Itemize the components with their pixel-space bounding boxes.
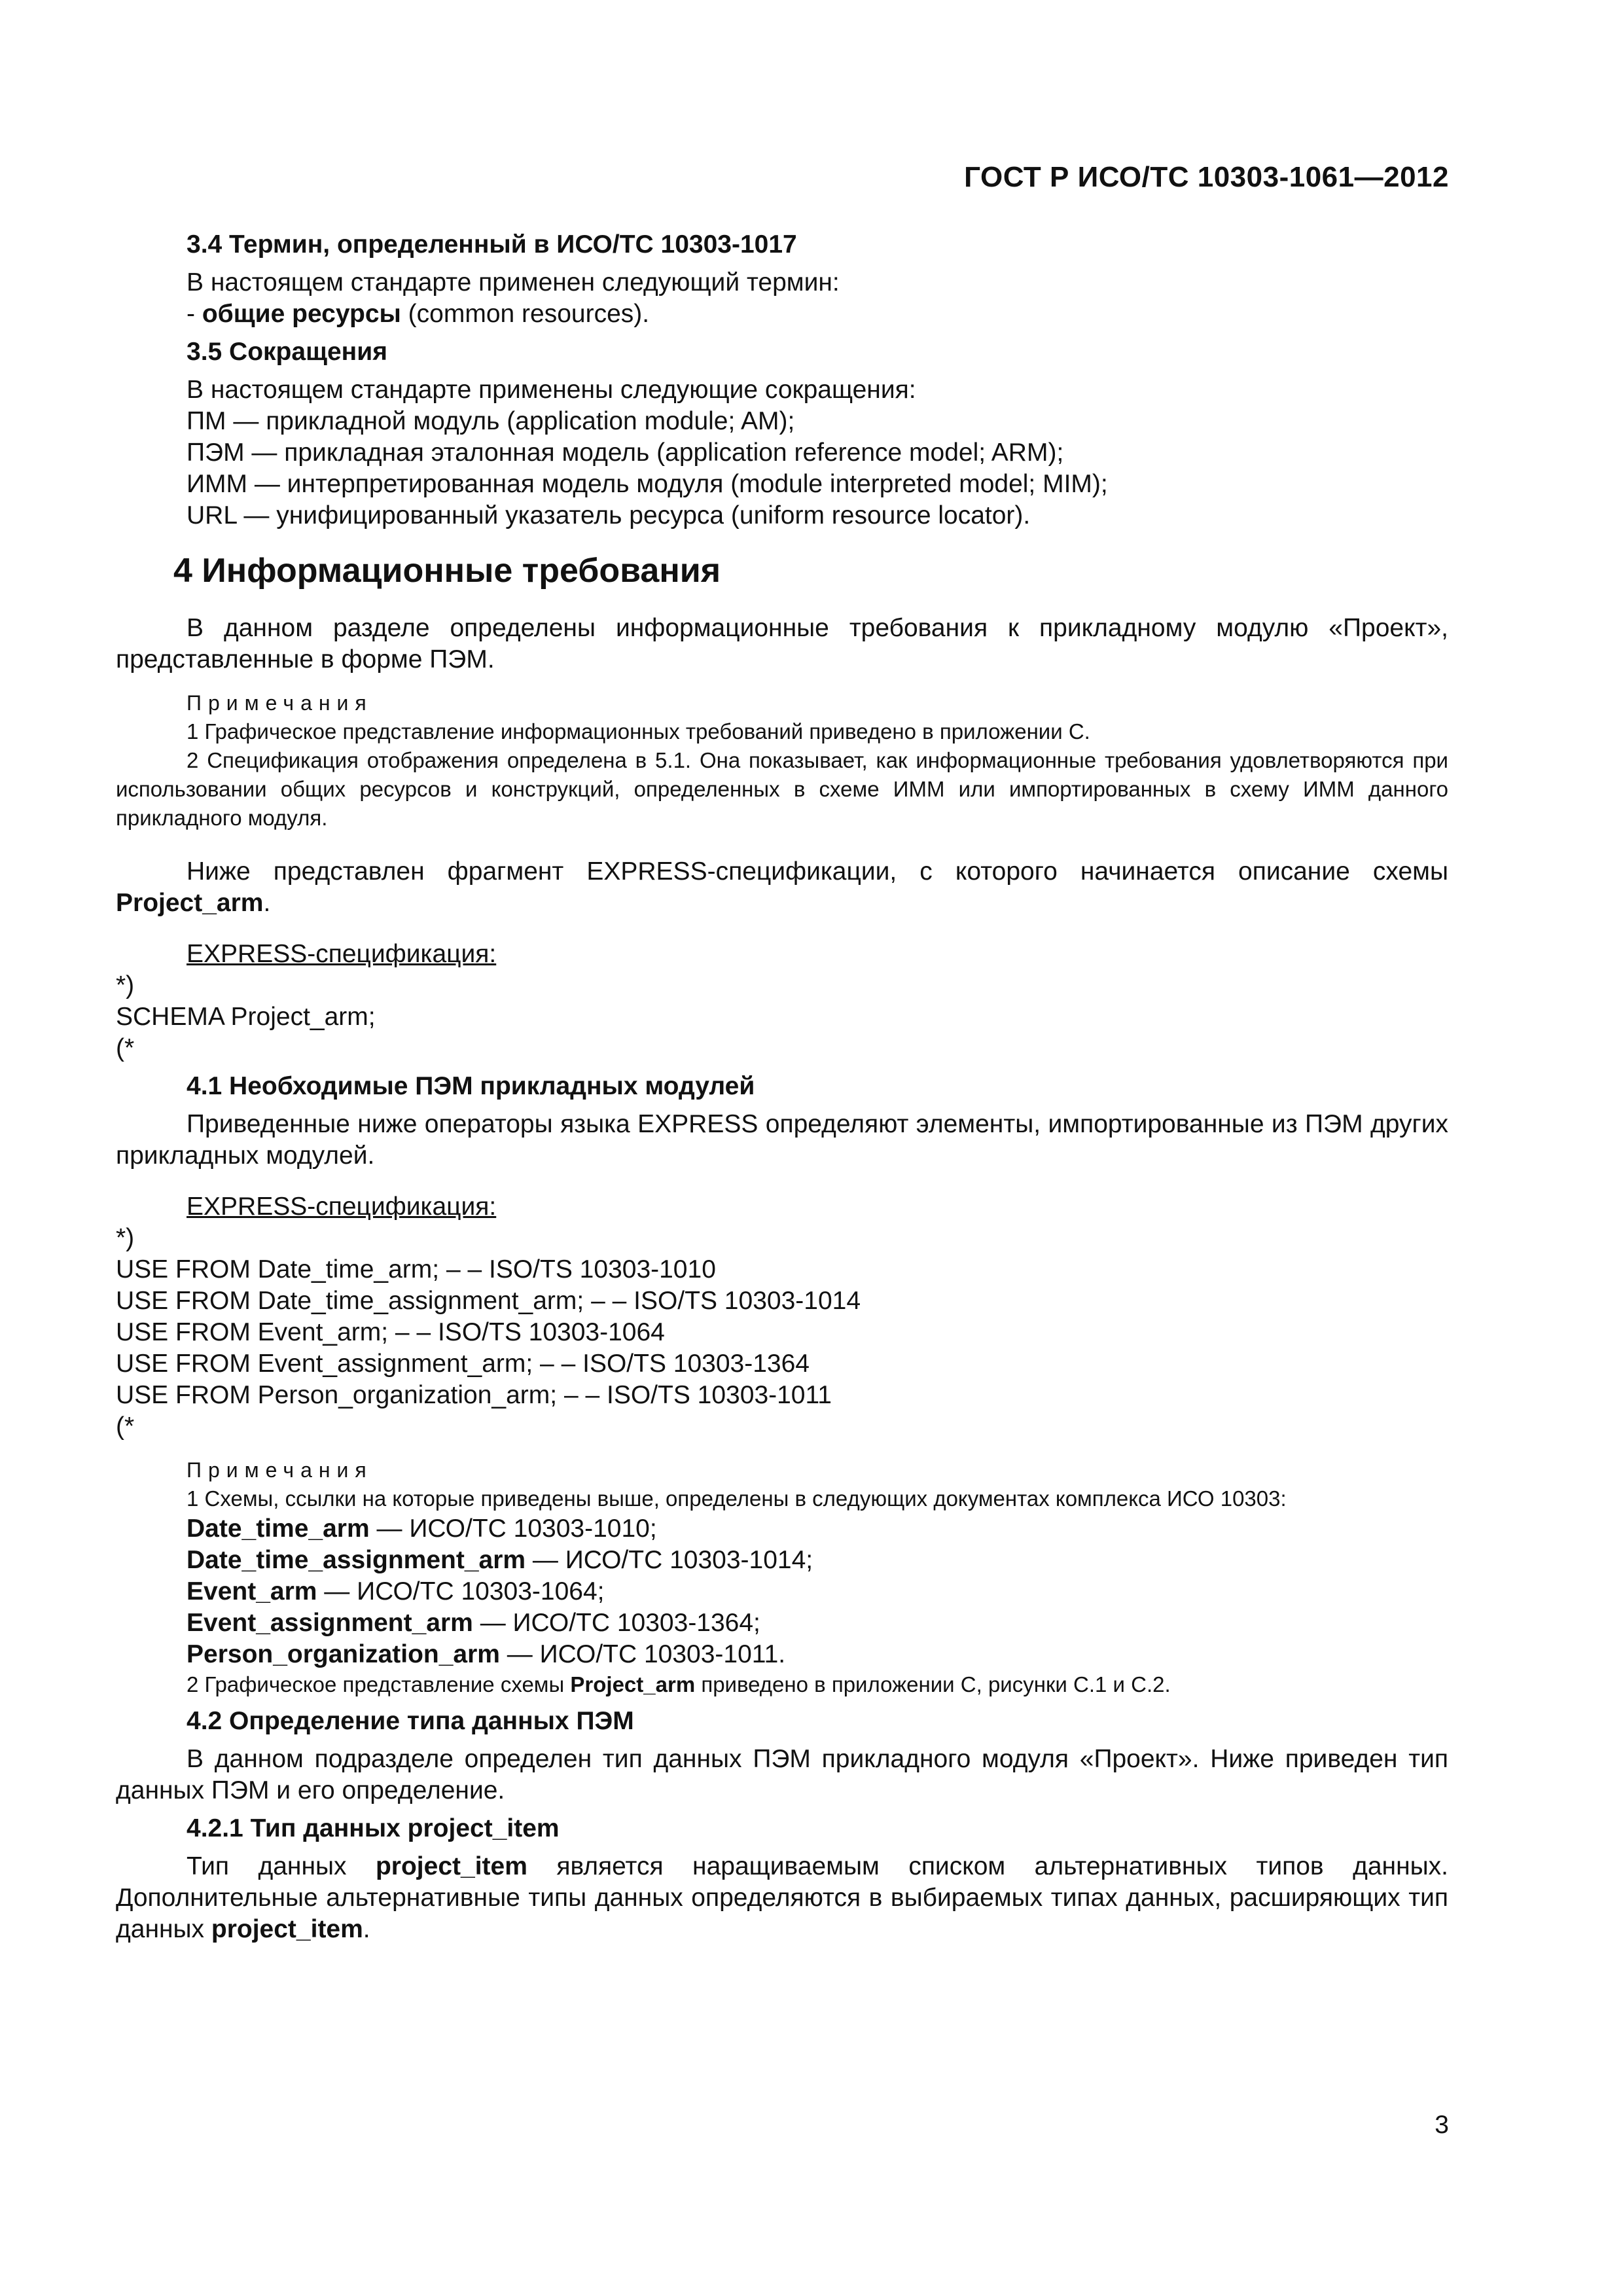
term-rest: (common resources). — [401, 300, 650, 328]
code-line: *) — [116, 971, 135, 999]
section-4-paragraph: В данном разделе определены информационные требования к прикладному модулю «Проект», представленные в форме ПЭМ. — [116, 614, 1448, 673]
p421-end: . — [363, 1915, 370, 1943]
note2-pre: 2 Графическое представление схемы — [187, 1672, 571, 1696]
note2-post: приведено в приложении С, рисунки С.1 и С.2. — [695, 1672, 1171, 1696]
schema-ref — [116, 1576, 1448, 1607]
page-content — [116, 223, 1448, 1945]
schema-doc: — ИСО/ТС 10303-1364; — [473, 1609, 760, 1637]
section-3-4-intro: В настоящем стандарте применен следующий термин: — [187, 268, 840, 296]
term-bold: общие ресурсы — [202, 300, 401, 328]
p421-bold1: project_item — [375, 1852, 527, 1880]
section-3-5-intro: В настоящем стандарте применены следующие сокращения: — [187, 376, 916, 404]
abbreviation-item: ПЭМ — прикладная эталонная модель (application reference model; ARM); — [187, 439, 1064, 467]
schema-name: Date_time_assignment_arm — [187, 1546, 526, 1574]
note-2: 2 Спецификация отображения определена в 5.1. Она показывает, как информационные требования удовлетворяются при использовании общих ресурсов и конструкций, определенных в схеме ИММ или импортированных в схему ИММ данного прикладного модуля. — [116, 748, 1448, 830]
code-line: SCHEMA Project_arm; — [116, 1003, 376, 1031]
schema-name: Date_time_arm — [187, 1515, 370, 1543]
note2-bold: Project_arm — [570, 1672, 696, 1696]
para2-text: Ниже представлен фрагмент EXPRESS-спецификации, с которого начинается описание схемы — [187, 857, 1448, 886]
section-4-2-paragraph: В данном подразделе определен тип данных ПЭМ прикладного модуля «Проект». Ниже приведен тип данных ПЭМ и его определение. — [116, 1745, 1448, 1804]
schema-doc: — ИСО/ТС 10303-1064; — [317, 1577, 605, 1605]
schema-ref — [116, 1607, 1448, 1639]
para2-end: . — [263, 889, 271, 917]
abbreviation-item: ИММ — интерпретированная модель модуля (module interpreted model; MIM); — [187, 470, 1108, 498]
section-4-1-paragraph: Приведенные ниже операторы языка EXPRESS определяют элементы, импортированные из ПЭМ других прикладных модулей. — [116, 1110, 1448, 1170]
code-line: USE FROM Person_organization_arm; – – ISO/TS 10303-1011 — [116, 1381, 832, 1409]
section-4-2-1-title: 4.2.1 Тип данных project_item — [187, 1814, 560, 1842]
schema-name: Event_assignment_arm — [187, 1609, 473, 1637]
section-4-paragraph-2 — [116, 856, 1448, 919]
spacer — [116, 833, 1448, 856]
section-4-2-title: 4.2 Определение типа данных ПЭМ — [187, 1707, 634, 1735]
code-line: USE FROM Event_assignment_arm; – – ISO/TS 10303-1364 — [116, 1350, 810, 1378]
code-line: USE FROM Date_time_arm; – – ISO/TS 10303-1010 — [116, 1255, 716, 1283]
notes-title: Примечания — [187, 1458, 373, 1482]
abbreviation-item: ПМ — прикладной модуль (application module; AM); — [187, 407, 795, 435]
term-prefix: - — [187, 300, 202, 328]
note-1: 1 Графическое представление информационных требований приведено в приложении С. — [187, 719, 1090, 744]
express-label: EXPRESS-спецификация: — [187, 1193, 497, 1221]
note-2 — [116, 1670, 1448, 1699]
p421-pre: Тип данных — [187, 1852, 376, 1880]
term-item — [116, 298, 1448, 330]
section-4-1-title: 4.1 Необходимые ПЭМ прикладных модулей — [187, 1072, 755, 1100]
abbreviation-item: URL — унифицированный указатель ресурса (uniform resource locator). — [187, 501, 1031, 529]
notes-title: Примечания — [187, 691, 373, 715]
code-line: *) — [116, 1224, 135, 1252]
schema-doc: — ИСО/ТС 10303-1011. — [499, 1640, 786, 1668]
p421-bold2: project_item — [211, 1915, 363, 1943]
schema-ref — [116, 1639, 1448, 1670]
note-1: 1 Схемы, ссылки на которые приведены выше, определены в следующих документах комплекса ИСО 10303: — [187, 1486, 1287, 1511]
section-4-title: 4 Информационные требования — [173, 552, 721, 590]
schema-ref — [116, 1545, 1448, 1576]
schema-doc: — ИСО/ТС 10303-1010; — [369, 1515, 657, 1543]
page-number: 3 — [1435, 2111, 1449, 2139]
section-3-5-title: 3.5 Сокращения — [187, 338, 387, 366]
document-header: ГОСТ Р ИСО/ТС 10303-1061—2012 — [964, 161, 1449, 193]
code-line: (* — [116, 1034, 135, 1062]
schema-doc: — ИСО/ТС 10303-1014; — [526, 1546, 813, 1574]
express-label: EXPRESS-спецификация: — [187, 940, 497, 968]
code-line: (* — [116, 1412, 135, 1441]
section-3-4-title: 3.4 Термин, определенный в ИСО/ТС 10303-1017 — [187, 230, 797, 259]
p421-mid: является наращиваемым списком альтернативных типов данных. Дополнительные альтернативные типы данных определяются в выбираемых типах данных, расширяющих тип данных — [116, 1852, 1448, 1943]
section-4-2-1-paragraph — [116, 1851, 1448, 1945]
schema-name: Person_organization_arm — [187, 1640, 500, 1668]
code-line: USE FROM Date_time_assignment_arm; – – ISO/TS 10303-1014 — [116, 1287, 861, 1315]
schema-ref — [116, 1513, 1448, 1545]
code-line: USE FROM Event_arm; – – ISO/TS 10303-1064 — [116, 1318, 665, 1346]
schema-name: Event_arm — [187, 1577, 317, 1605]
para2-bold: Project_arm — [116, 889, 264, 917]
